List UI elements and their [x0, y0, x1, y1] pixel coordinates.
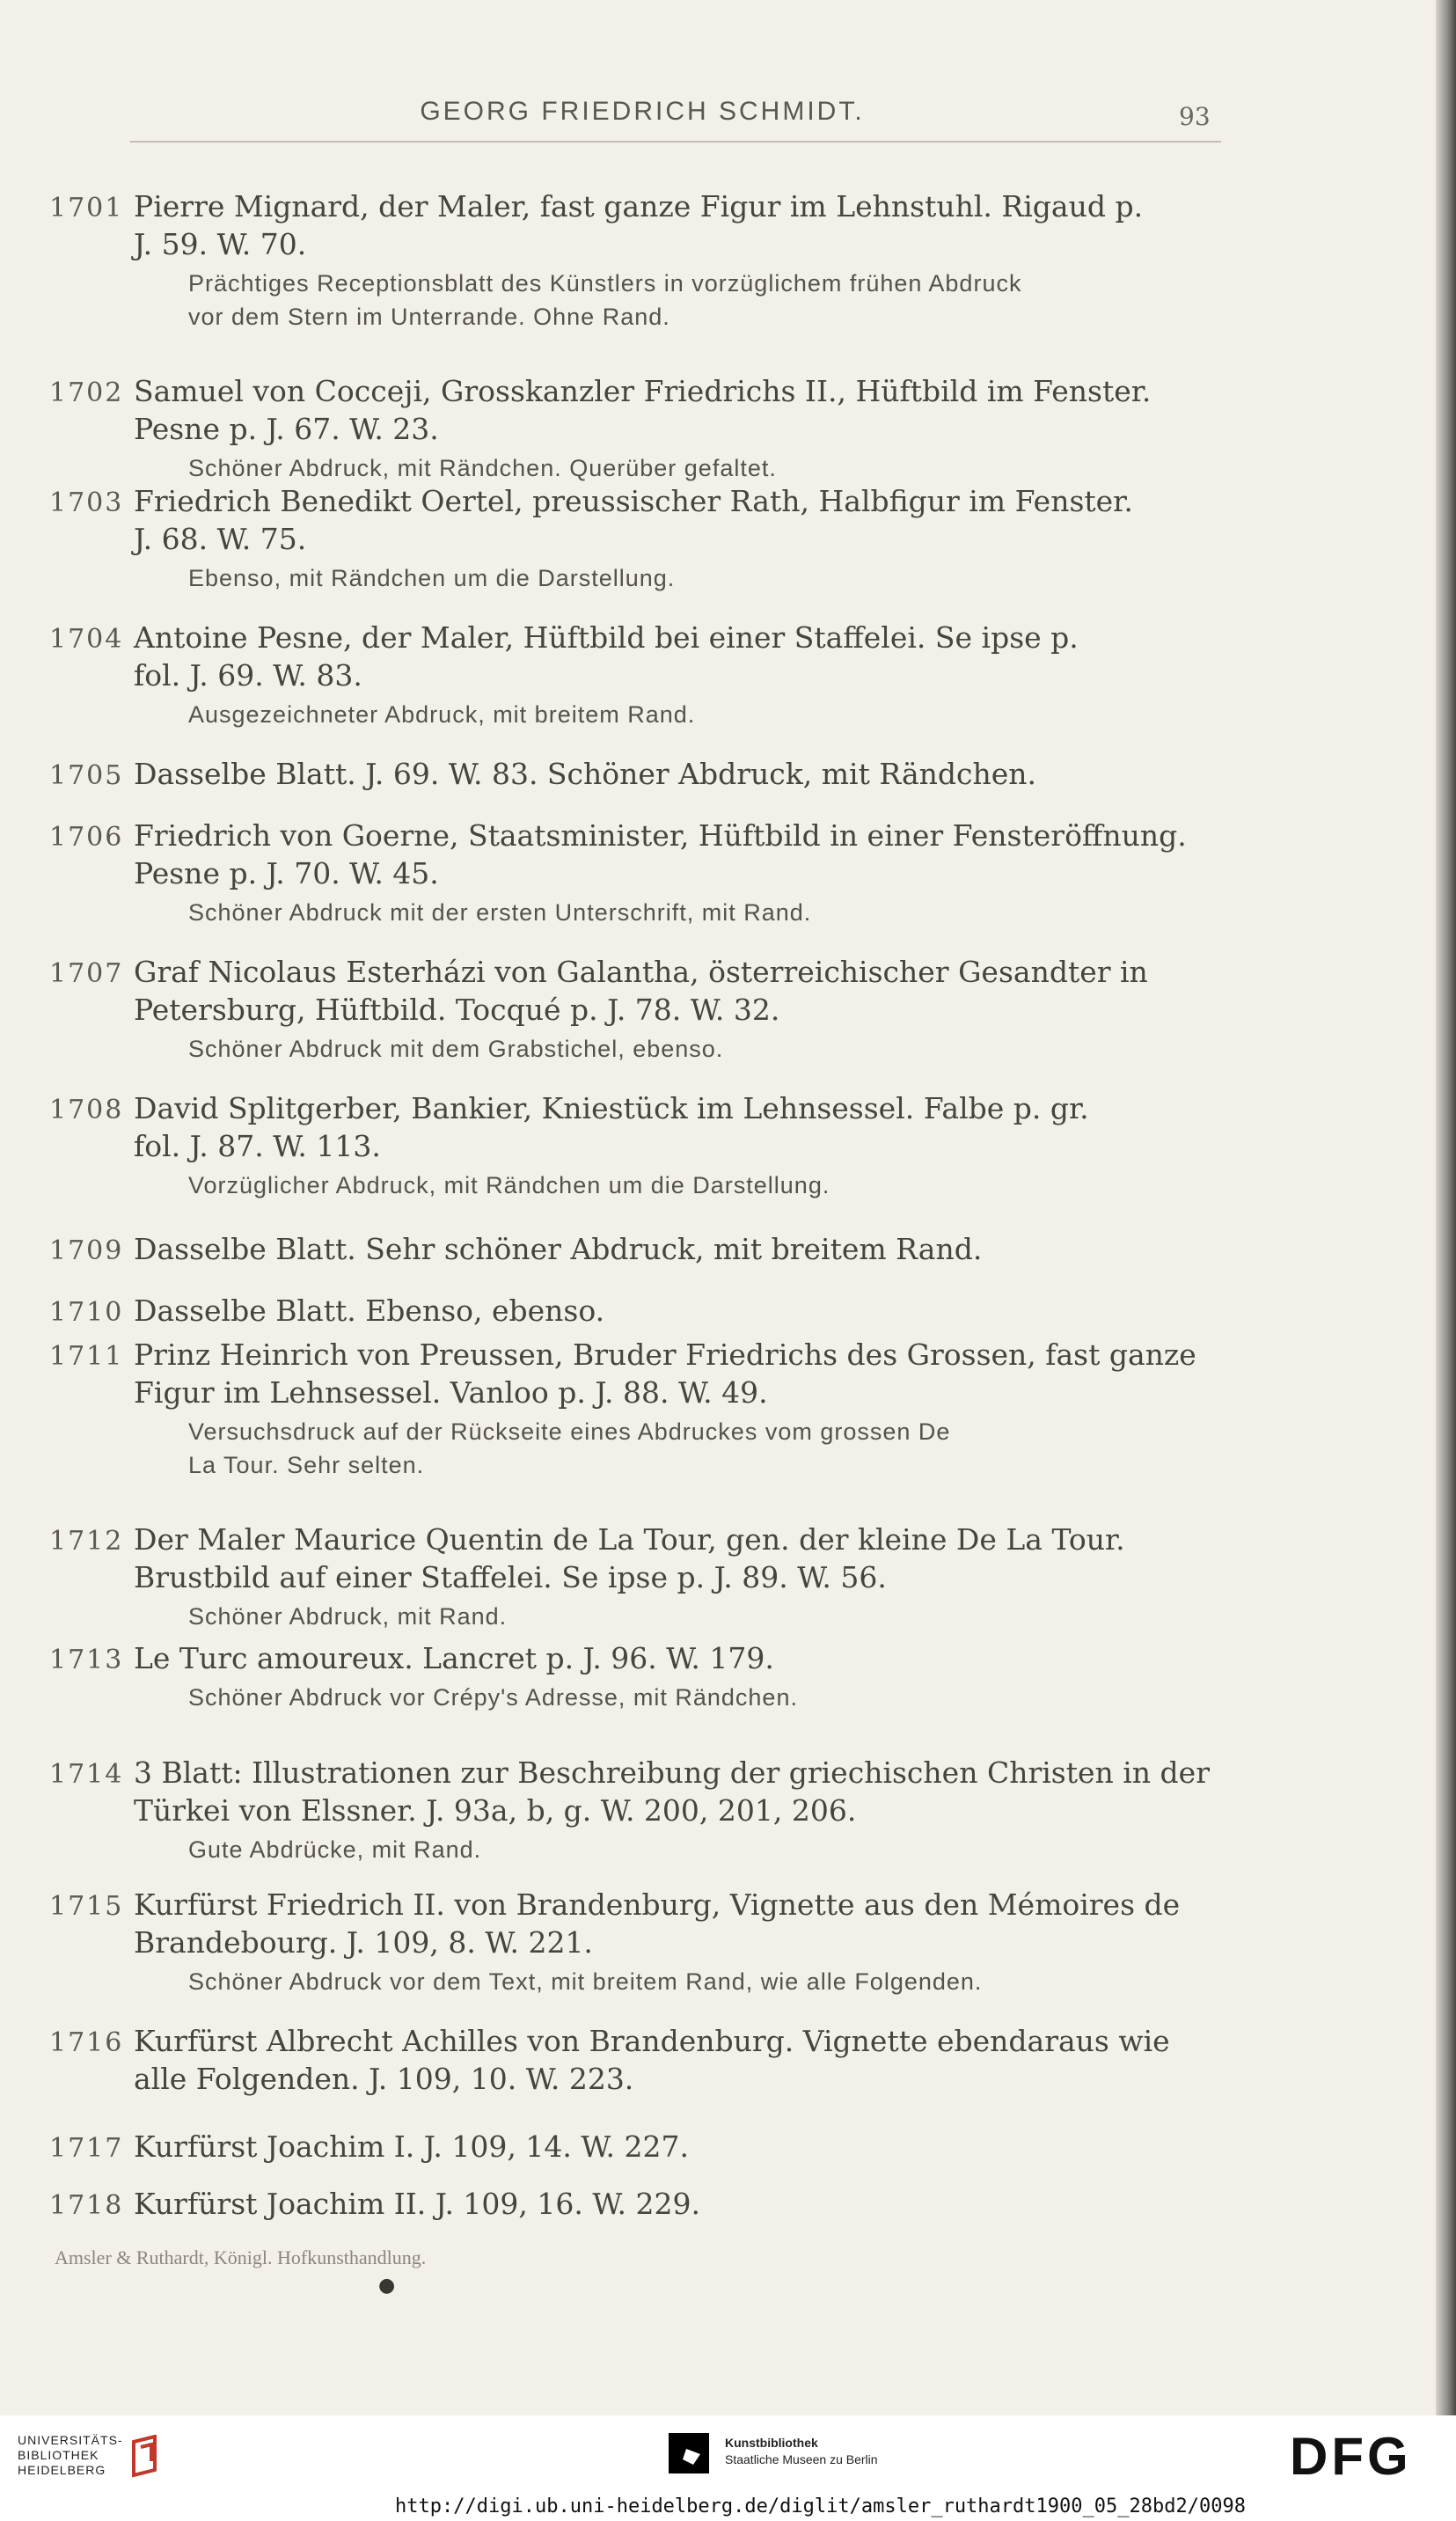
entry-description-line: Figur im Lehnsessel. Vanloo p. J. 88. W. 49.	[134, 1375, 768, 1410]
entry-description-line: Kurfürst Friedrich II. von Brandenburg, Vignette aus den Mémoires de	[134, 1887, 1181, 1922]
entry-description-line: Pesne p. J. 67. W. 23.	[134, 412, 439, 446]
university-line-2: BIBLIOTHEK	[18, 2448, 99, 2462]
page-number: 93	[1179, 102, 1211, 131]
kunstbibliothek-mark-icon	[669, 2433, 709, 2473]
entry-description-line: Petersburg, Hüftbild. Tocqué p. J. 78. W. 32.	[134, 993, 780, 1027]
entry-number: 1701	[49, 193, 124, 224]
entry-description-line: Kurfürst Joachim II. J. 109, 16. W. 229.	[134, 2187, 700, 2221]
entry-condition-note: Schöner Abdruck vor Crépy's Adresse, mit Rändchen.	[188, 1684, 798, 1711]
entry-description-line: J. 59. W. 70.	[134, 227, 307, 261]
publisher-imprint: Amsler & Ruthardt, Königl. Hofkunsthandlung.	[55, 2246, 427, 2268]
entry-number: 1714	[49, 1759, 124, 1790]
entry-number: 1715	[49, 1891, 124, 1922]
entry-description-line: Pesne p. J. 70. W. 45.	[134, 856, 439, 890]
entry-description-line: Kurfürst Joachim I. J. 109, 14. W. 227.	[134, 2129, 689, 2164]
entry-description-line: Der Maler Maurice Quentin de La Tour, gen. der kleine De La Tour.	[134, 1522, 1125, 1557]
university-line-3: HEIDELBERG	[18, 2463, 106, 2477]
entry-description-line: Samuel von Cocceji, Grosskanzler Friedrichs II., Hüftbild im Fenster.	[134, 374, 1152, 408]
entry-condition-note: Prächtiges Receptionsblatt des Künstlers in vorzüglichem frühen Abdruck	[188, 270, 1022, 297]
entry-description-line: Brandebourg. J. 109, 8. W. 221.	[134, 1925, 593, 1960]
heidelberg-mark-icon	[125, 2435, 165, 2479]
entry-description-line: Antoine Pesne, der Maler, Hüftbild bei einer Staffelei. Se ipse p.	[134, 620, 1079, 655]
entry-description-line: David Splitgerber, Bankier, Kniestück im Lehnsessel. Falbe p. gr.	[134, 1091, 1089, 1125]
entry-description-line: fol. J. 69. W. 83.	[134, 658, 362, 693]
entry-number: 1708	[49, 1095, 124, 1125]
header-rule	[130, 141, 1221, 143]
dfg-logo[interactable]: DFG	[1290, 2427, 1412, 2486]
entry-condition-note: Ebenso, mit Rändchen um die Darstellung.	[188, 565, 676, 591]
entry-condition-note: Gute Abdrücke, mit Rand.	[188, 1836, 482, 1863]
kb-subtitle: Staatliche Museen zu Berlin	[725, 2452, 878, 2466]
entry-description-line: Dasselbe Blatt. Ebenso, ebenso.	[134, 1293, 605, 1328]
book-edge-shadow	[1436, 0, 1456, 2415]
entry-number: 1710	[49, 1297, 124, 1328]
entry-description-line: 3 Blatt: Illustrationen zur Beschreibung der griechischen Christen in der	[134, 1755, 1210, 1790]
entry-description-line: J. 68. W. 75.	[134, 522, 307, 556]
entry-number: 1718	[49, 2190, 124, 2221]
ornament-dot: ●	[378, 2275, 396, 2297]
entry-number: 1702	[49, 377, 124, 408]
entry-description-line: Dasselbe Blatt. J. 69. W. 83. Schöner Abdruck, mit Rändchen.	[134, 757, 1037, 791]
entry-number: 1711	[49, 1341, 124, 1372]
entry-condition-note: La Tour. Sehr selten.	[188, 1452, 425, 1478]
entry-condition-note: Schöner Abdruck, mit Rand.	[188, 1603, 508, 1630]
entry-number: 1703	[49, 487, 124, 518]
entry-description-line: Brustbild auf einer Staffelei. Se ipse p. J. 89. W. 56.	[134, 1560, 887, 1594]
entry-description-line: Pierre Mignard, der Maler, fast ganze Figur im Lehnstuhl. Rigaud p.	[134, 189, 1144, 224]
digitization-banner	[0, 2415, 1456, 2493]
entry-description-line: Graf Nicolaus Esterházi von Galantha, österreichischer Gesandter in	[134, 955, 1148, 989]
entry-condition-note: vor dem Stern im Unterrande. Ohne Rand.	[188, 304, 670, 330]
entry-description-line: alle Folgenden. J. 109, 10. W. 223.	[134, 2062, 634, 2096]
entry-condition-note: Schöner Abdruck mit dem Grabstichel, ebenso.	[188, 1036, 724, 1062]
kb-title: Kunstbibliothek	[725, 2436, 818, 2450]
entry-number: 1704	[49, 624, 124, 655]
entry-condition-note: Schöner Abdruck mit der ersten Unterschrift, mit Rand.	[188, 899, 812, 926]
entry-condition-note: Schöner Abdruck, mit Rändchen. Querüber gefaltet.	[188, 455, 777, 481]
entry-condition-note: Schöner Abdruck vor dem Text, mit breitem Rand, wie alle Folgenden.	[188, 1968, 983, 1995]
page-header	[0, 90, 1434, 143]
entry-description-line: Türkei von Elssner. J. 93a, b, g. W. 200, 201, 206.	[134, 1793, 857, 1828]
running-title: GEORG FRIEDRICH SCHMIDT.	[420, 97, 865, 126]
entry-number: 1713	[49, 1645, 124, 1675]
entry-number: 1706	[49, 822, 124, 853]
entry-number: 1712	[49, 1526, 124, 1557]
heidelberg-library-logo[interactable]	[18, 2433, 185, 2484]
entry-description-line: fol. J. 87. W. 113.	[134, 1129, 381, 1163]
entry-description-line: Dasselbe Blatt. Sehr schöner Abdruck, mit breitem Rand.	[134, 1232, 983, 1266]
entry-number: 1717	[49, 2133, 124, 2164]
entry-description-line: Prinz Heinrich von Preussen, Bruder Friedrichs des Grossen, fast ganze	[134, 1337, 1196, 1372]
entry-condition-note: Vorzüglicher Abdruck, mit Rändchen um die Darstellung.	[188, 1172, 830, 1198]
entry-number: 1716	[49, 2027, 124, 2058]
entry-description-line: Le Turc amoureux. Lancret p. J. 96. W. 179.	[134, 1641, 774, 1675]
kunstbibliothek-logo[interactable]	[669, 2433, 897, 2477]
entry-number: 1707	[49, 958, 124, 989]
entry-description-line: Kurfürst Albrecht Achilles von Brandenburg. Vignette ebendaraus wie	[134, 2024, 1170, 2058]
entry-description-line: Friedrich Benedikt Oertel, preussischer Rath, Halbfigur im Fenster.	[134, 484, 1133, 518]
entry-number: 1705	[49, 760, 124, 791]
permalink-bar	[0, 2493, 1456, 2521]
permalink-url[interactable]: http://digi.ub.uni-heidelberg.de/diglit/amsler_ruthardt1900_05_28bd2/0098	[395, 2495, 1246, 2517]
entry-description-line: Friedrich von Goerne, Staatsminister, Hüftbild in einer Fensteröffnung.	[134, 818, 1187, 853]
university-line-1: UNIVERSITÄTS-	[18, 2433, 123, 2447]
entry-number: 1709	[49, 1235, 124, 1266]
entry-condition-note: Ausgezeichneter Abdruck, mit breitem Rand.	[188, 701, 696, 728]
entry-condition-note: Versuchsdruck auf der Rückseite eines Abdruckes vom grossen De	[188, 1418, 951, 1445]
